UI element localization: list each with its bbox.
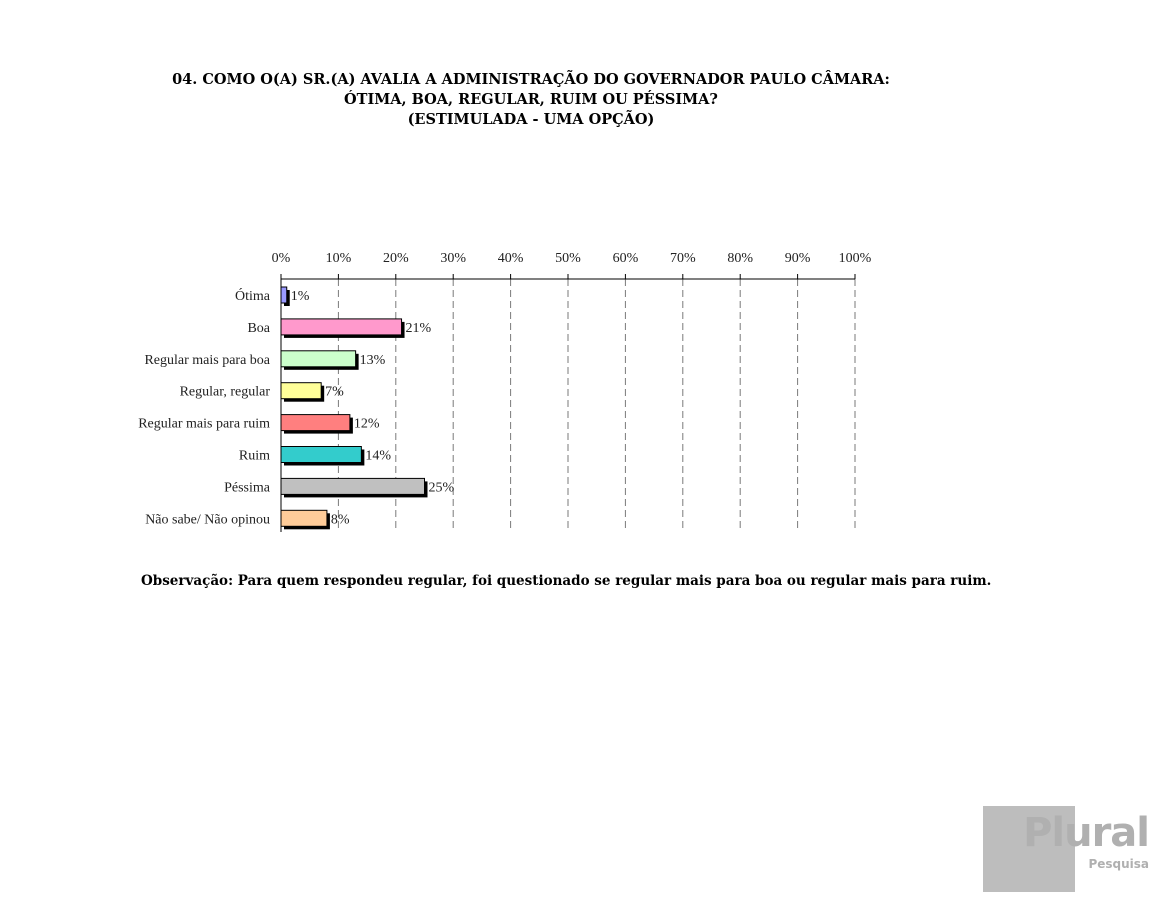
data-label: 21% <box>405 320 432 336</box>
bar <box>281 351 356 367</box>
observation-note: Observação: Para quem respondeu regular, foi questionado se regular mais para boa ou regular mais para ruim. <box>141 573 992 589</box>
data-label: 7% <box>325 384 344 400</box>
category-label: Boa <box>247 320 270 336</box>
data-label: 12% <box>353 416 380 432</box>
bar <box>281 319 402 335</box>
category-label: Regular, regular <box>179 384 270 400</box>
plural-logo <box>983 806 1153 892</box>
bar <box>281 287 287 303</box>
data-label: 1% <box>290 289 310 304</box>
data-label: 8% <box>330 512 350 528</box>
x-tick-label: 80% <box>727 251 754 266</box>
x-tick-label: 60% <box>612 251 639 266</box>
category-label: Péssima <box>224 480 270 496</box>
x-tick-label: 90% <box>784 251 811 266</box>
data-label: 13% <box>359 352 386 368</box>
x-tick-label: 0% <box>271 251 291 266</box>
x-tick-label: 30% <box>440 251 467 266</box>
category-label: Ruim <box>238 448 270 464</box>
data-label: 25% <box>428 480 455 496</box>
bar <box>281 415 350 431</box>
title-line-1: 04. COMO O(A) SR.(A) AVALIA A ADMINISTRAÇÃO DO GOVERNADOR PAULO CÂMARA: <box>172 71 890 88</box>
x-tick-label: 10% <box>325 251 352 266</box>
title-line-2: ÓTIMA, BOA, REGULAR, RUIM OU PÉSSIMA? <box>344 91 718 108</box>
bar <box>281 510 327 526</box>
logo-word: Plural <box>1023 810 1149 856</box>
category-label: Não sabe/ Não opinou <box>145 512 270 528</box>
x-tick-label: 50% <box>555 251 581 266</box>
data-label: 14% <box>365 448 392 464</box>
category-label: Regular mais para ruim <box>138 416 270 432</box>
title-line-3: (ESTIMULADA - UMA OPÇÃO) <box>407 111 655 128</box>
x-tick-label: 70% <box>669 251 696 266</box>
x-tick-label: 20% <box>382 251 409 266</box>
x-tick-label: 40% <box>497 251 524 266</box>
category-label: Regular mais para boa <box>144 352 270 368</box>
bar <box>281 447 361 463</box>
x-tick-label: 100% <box>838 251 872 266</box>
bar <box>281 478 425 494</box>
bar <box>281 383 321 399</box>
category-label: Ótima <box>235 289 270 304</box>
logo-subtitle: Pesquisa <box>1088 857 1149 871</box>
